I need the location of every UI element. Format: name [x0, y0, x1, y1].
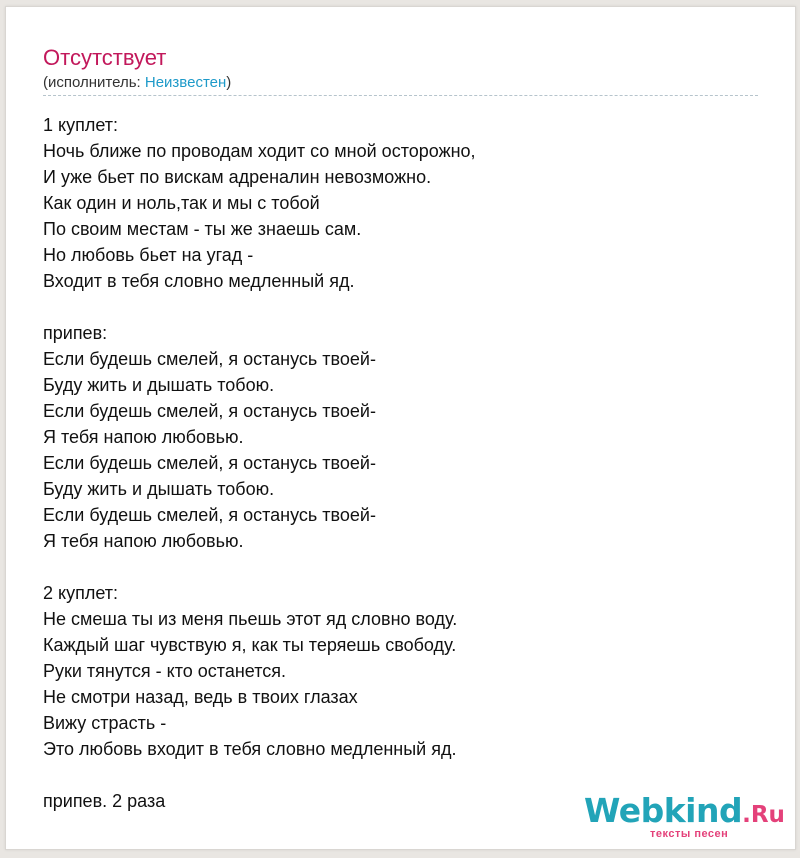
artist-line [43, 74, 231, 92]
lyrics-line: Если будешь смелей, я останусь твоей- [43, 453, 376, 473]
lyrics-blank-line [43, 294, 763, 320]
lyrics-blank-line [43, 554, 763, 580]
lyrics-line: Если будешь смелей, я останусь твоей- [43, 401, 376, 421]
lyrics-line: Но любовь бьет на угад - [43, 245, 254, 265]
divider [43, 95, 758, 96]
lyrics-line: Каждый шаг чувствую я, как ты теряешь свободу. [43, 635, 457, 655]
logo-word: Webkind [584, 791, 743, 830]
logo-tagline: тексты песен [650, 828, 729, 840]
lyrics-line: Не смеша ты из меня пьешь этот яд словно воду. [43, 609, 458, 629]
lyrics-line: Как один и ноль,так и мы с тобой [43, 193, 320, 213]
lyrics-line: 1 куплет: [43, 115, 118, 135]
lyrics-line: Это любовь входит в тебя словно медленный яд. [43, 739, 457, 759]
lyrics-line: Я тебя напою любовью. [43, 427, 244, 447]
artist-link[interactable]: Неизвестен [144, 74, 227, 91]
lyrics-line: По своим местам - ты же знаешь сам. [43, 219, 362, 239]
lyrics-line: Буду жить и дышать тобою. [43, 375, 275, 395]
lyrics-line: Если будешь смелей, я останусь твоей- [43, 349, 376, 369]
lyrics-line: припев: [43, 323, 108, 343]
song-title: Отсутствует [43, 45, 167, 70]
lyrics-line: И уже бьет по вискам адреналин невозможно. [43, 167, 432, 187]
artist-prefix: (исполнитель: [43, 74, 145, 91]
lyrics-card [5, 6, 796, 850]
lyrics-line: Я тебя напою любовью. [43, 531, 244, 551]
webkind-logo[interactable] [584, 791, 784, 847]
lyrics-line: припев. 2 раза [43, 791, 166, 811]
lyrics-line: Руки тянутся - кто останется. [43, 661, 286, 681]
lyrics-text [43, 112, 763, 814]
lyrics-line: Не смотри назад, ведь в твоих глазах [43, 687, 358, 707]
lyrics-line: Входит в тебя словно медленный яд. [43, 271, 355, 291]
lyrics-line: Ночь ближе по проводам ходит со мной осторожно, [43, 141, 476, 161]
lyrics-blank-line [43, 762, 763, 788]
lyrics-line: 2 куплет: [43, 583, 118, 603]
lyrics-line: Вижу страсть - [43, 713, 167, 733]
lyrics-line: Если будешь смелей, я останусь твоей- [43, 505, 376, 525]
artist-suffix: ) [226, 74, 232, 91]
lyrics-line: Буду жить и дышать тобою. [43, 479, 275, 499]
logo-tld: .Ru [742, 802, 785, 828]
